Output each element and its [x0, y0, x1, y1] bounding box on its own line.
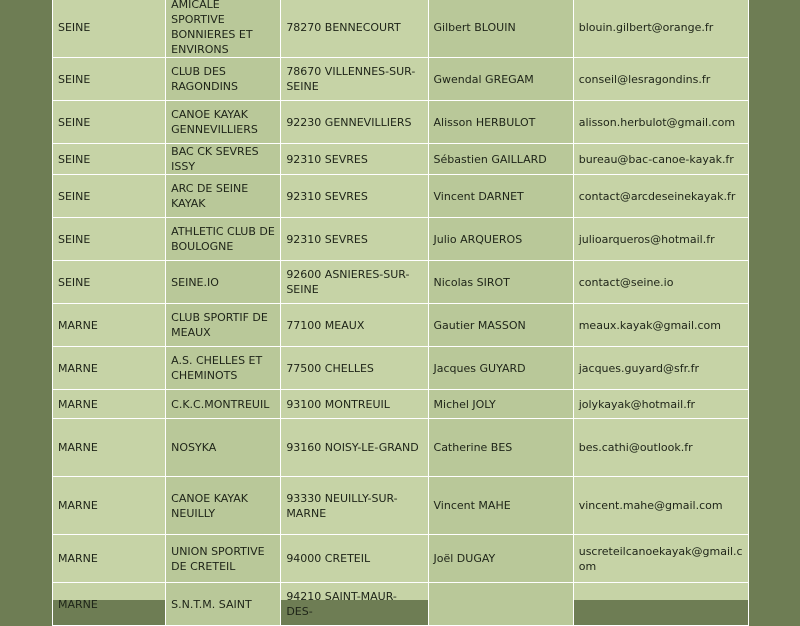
contact-cell: Alisson HERBULOT — [428, 101, 573, 144]
city-cell: 77100 MEAUX — [281, 304, 428, 347]
table-row — [53, 58, 749, 101]
region-cell: MARNE — [53, 583, 166, 626]
city-cell: 94210 SAINT-MAUR-DES- — [281, 583, 428, 626]
club-cell: CANOE KAYAK NEUILLY — [166, 477, 281, 535]
club-cell: C.K.C.MONTREUIL — [166, 390, 281, 419]
city-cell: 77500 CHELLES — [281, 347, 428, 390]
contact-cell: Jacques GUYARD — [428, 347, 573, 390]
contact-cell: Gilbert BLOUIN — [428, 0, 573, 58]
email-cell: jolykayak@hotmail.fr — [573, 390, 748, 419]
table-row — [53, 218, 749, 261]
email-cell: conseil@lesragondins.fr — [573, 58, 748, 101]
club-cell: NOSYKA — [166, 419, 281, 477]
region-cell: SEINE — [53, 261, 166, 304]
region-cell: SEINE — [53, 144, 166, 175]
city-cell: 78270 BENNECOURT — [281, 0, 428, 58]
city-cell: 92310 SEVRES — [281, 175, 428, 218]
table-row — [53, 261, 749, 304]
club-cell: A.S. CHELLES ET CHEMINOTS — [166, 347, 281, 390]
region-cell: SEINE — [53, 0, 166, 58]
club-cell: SEINE.IO — [166, 261, 281, 304]
city-cell: 93160 NOISY-LE-GRAND — [281, 419, 428, 477]
table-row — [53, 0, 749, 58]
city-cell: 92310 SEVRES — [281, 144, 428, 175]
region-cell: SEINE — [53, 101, 166, 144]
email-cell: bes.cathi@outlook.fr — [573, 419, 748, 477]
contact-cell: Vincent DARNET — [428, 175, 573, 218]
table-row — [53, 144, 749, 175]
city-cell: 94000 CRETEIL — [281, 535, 428, 583]
contact-cell — [428, 583, 573, 626]
region-cell: SEINE — [53, 58, 166, 101]
city-cell: 93330 NEUILLY-SUR-MARNE — [281, 477, 428, 535]
contact-cell: Michel JOLY — [428, 390, 573, 419]
email-cell: julioarqueros@hotmail.fr — [573, 218, 748, 261]
region-cell: MARNE — [53, 347, 166, 390]
contact-cell: Gwendal GREGAM — [428, 58, 573, 101]
city-cell: 92310 SEVRES — [281, 218, 428, 261]
table-row — [53, 304, 749, 347]
city-cell: 92600 ASNIERES-SUR-SEINE — [281, 261, 428, 304]
club-cell: CLUB SPORTIF DE MEAUX — [166, 304, 281, 347]
table-row — [53, 347, 749, 390]
contact-cell: Vincent MAHE — [428, 477, 573, 535]
club-directory-page — [52, 0, 748, 618]
email-cell: meaux.kayak@gmail.com — [573, 304, 748, 347]
table-row — [53, 101, 749, 144]
table-row — [53, 477, 749, 535]
region-cell: SEINE — [53, 218, 166, 261]
club-cell: CANOE KAYAK GENNEVILLIERS — [166, 101, 281, 144]
club-cell: AMICALE SPORTIVE BONNIERES ET ENVIRONS — [166, 0, 281, 58]
club-cell: CLUB DES RAGONDINS — [166, 58, 281, 101]
email-cell: uscreteilcanoekayak@gmail.com — [573, 535, 748, 583]
contact-cell: Julio ARQUEROS — [428, 218, 573, 261]
email-cell: contact@arcdeseinekayak.fr — [573, 175, 748, 218]
club-table — [52, 0, 749, 626]
contact-cell: Sébastien GAILLARD — [428, 144, 573, 175]
contact-cell: Nicolas SIROT — [428, 261, 573, 304]
club-table-body — [53, 0, 749, 626]
email-cell: contact@seine.io — [573, 261, 748, 304]
table-row — [53, 390, 749, 419]
table-row — [53, 175, 749, 218]
contact-cell: Joël DUGAY — [428, 535, 573, 583]
contact-cell: Gautier MASSON — [428, 304, 573, 347]
city-cell: 92230 GENNEVILLIERS — [281, 101, 428, 144]
city-cell: 93100 MONTREUIL — [281, 390, 428, 419]
region-cell: MARNE — [53, 304, 166, 347]
region-cell: MARNE — [53, 390, 166, 419]
table-row — [53, 583, 749, 626]
contact-cell: Catherine BES — [428, 419, 573, 477]
club-cell: ATHLETIC CLUB DE BOULOGNE — [166, 218, 281, 261]
email-cell: vincent.mahe@gmail.com — [573, 477, 748, 535]
email-cell: jacques.guyard@sfr.fr — [573, 347, 748, 390]
email-cell: bureau@bac-canoe-kayak.fr — [573, 144, 748, 175]
table-row — [53, 419, 749, 477]
region-cell: MARNE — [53, 477, 166, 535]
email-cell: alisson.herbulot@gmail.com — [573, 101, 748, 144]
email-cell: blouin.gilbert@orange.fr — [573, 0, 748, 58]
club-cell: S.N.T.M. SAINT — [166, 583, 281, 626]
region-cell: SEINE — [53, 175, 166, 218]
city-cell: 78670 VILLENNES-SUR-SEINE — [281, 58, 428, 101]
club-cell: UNION SPORTIVE DE CRETEIL — [166, 535, 281, 583]
email-cell — [573, 583, 748, 626]
region-cell: MARNE — [53, 535, 166, 583]
table-row — [53, 535, 749, 583]
club-cell: BAC CK SEVRES ISSY — [166, 144, 281, 175]
club-cell: ARC DE SEINE KAYAK — [166, 175, 281, 218]
region-cell: MARNE — [53, 419, 166, 477]
